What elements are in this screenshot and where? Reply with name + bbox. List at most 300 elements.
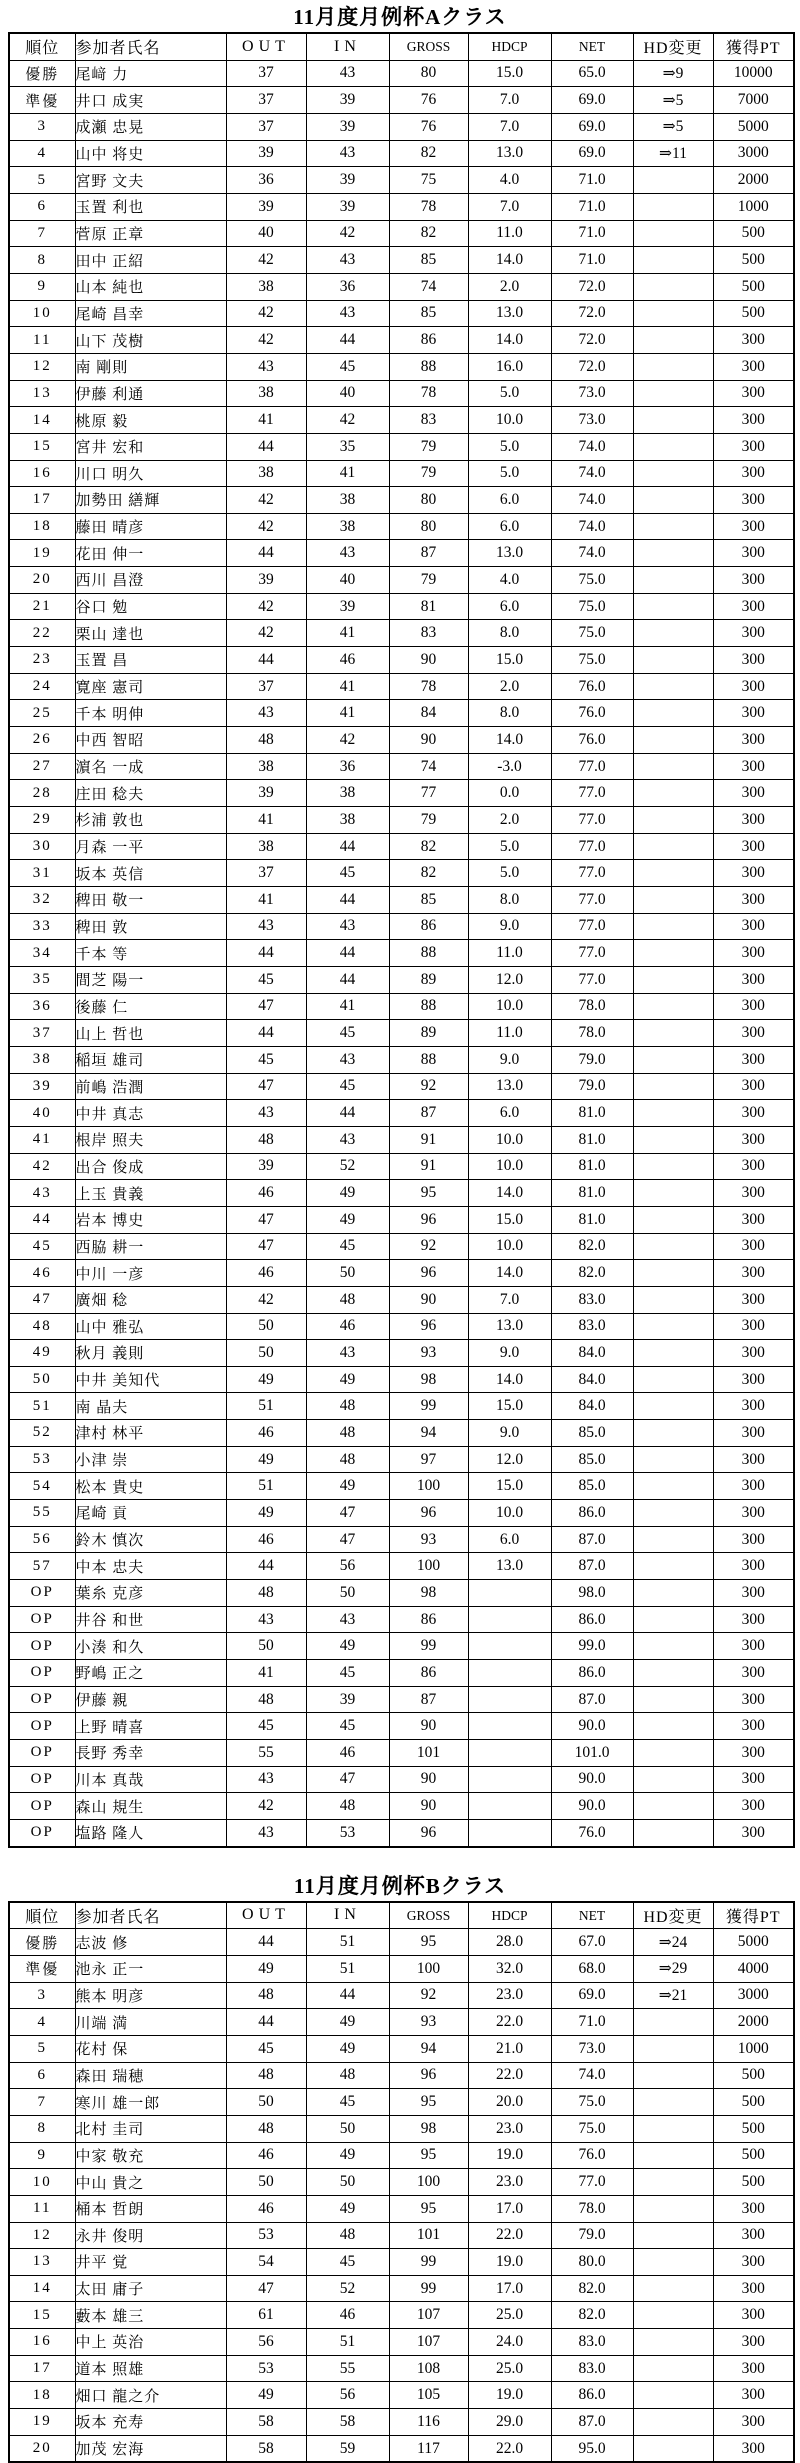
cell-name: 尾崎 昌幸 (75, 300, 226, 327)
cell-gross: 83 (389, 407, 468, 434)
column-header-out: OUT (226, 1902, 306, 1929)
cell-gross: 82 (389, 833, 468, 860)
cell-points: 300 (713, 1073, 794, 1100)
cell-hd-change (633, 2142, 713, 2169)
cell-gross: 78 (389, 193, 468, 220)
table-row (9, 1233, 794, 1260)
cell-hd-change (633, 2035, 713, 2062)
table-row (9, 966, 794, 993)
cell-out: 50 (226, 1313, 306, 1340)
cell-in: 36 (306, 753, 389, 780)
cell-net: 73.0 (551, 380, 633, 407)
cell-hd-change (633, 433, 713, 460)
cell-rank: OP (9, 1713, 75, 1740)
table-row (9, 1606, 794, 1633)
cell-gross: 97 (389, 1446, 468, 1473)
cell-hd-change (633, 2275, 713, 2302)
cell-name: 廣畑 稔 (75, 1286, 226, 1313)
cell-gross: 101 (389, 1740, 468, 1767)
cell-points: 300 (713, 913, 794, 940)
cell-hdcp (468, 1633, 551, 1660)
cell-hdcp: 14.0 (468, 727, 551, 754)
cell-rank: 10 (9, 300, 75, 327)
cell-out: 44 (226, 1020, 306, 1047)
cell-hdcp: 9.0 (468, 913, 551, 940)
cell-hd-change (633, 1793, 713, 1820)
cell-net: 87.0 (551, 1553, 633, 1580)
table-row (9, 1046, 794, 1073)
cell-hd-change (633, 1366, 713, 1393)
cell-out: 43 (226, 913, 306, 940)
cell-hd-change (633, 887, 713, 914)
column-header-rank: 順位 (9, 1902, 75, 1929)
cell-out: 42 (226, 620, 306, 647)
cell-net: 77.0 (551, 966, 633, 993)
cell-points: 300 (713, 1713, 794, 1740)
cell-gross: 96 (389, 1260, 468, 1287)
cell-name: 谷口 勉 (75, 593, 226, 620)
cell-out: 48 (226, 2115, 306, 2142)
cell-out: 49 (226, 1366, 306, 1393)
cell-in: 45 (306, 1233, 389, 1260)
cell-points: 300 (713, 1366, 794, 1393)
cell-name: 稗田 敦 (75, 913, 226, 940)
table-row (9, 647, 794, 674)
cell-out: 48 (226, 1982, 306, 2009)
cell-net: 73.0 (551, 407, 633, 434)
cell-net: 84.0 (551, 1393, 633, 1420)
cell-in: 39 (306, 87, 389, 114)
cell-gross: 95 (389, 1929, 468, 1956)
cell-points: 5000 (713, 113, 794, 140)
cell-rank: OP (9, 1793, 75, 1820)
cell-points: 300 (713, 1446, 794, 1473)
cell-name: 田中 正紹 (75, 247, 226, 274)
cell-in: 43 (306, 1340, 389, 1367)
cell-net: 78.0 (551, 2195, 633, 2222)
cell-in: 51 (306, 2329, 389, 2356)
cell-net: 90.0 (551, 1793, 633, 1820)
cell-gross: 92 (389, 1073, 468, 1100)
cell-hd-change (633, 327, 713, 354)
cell-in: 39 (306, 593, 389, 620)
cell-net: 82.0 (551, 2302, 633, 2329)
cell-name: 熊本 明彦 (75, 1982, 226, 2009)
cell-name: 菅原 正章 (75, 220, 226, 247)
cell-gross: 74 (389, 753, 468, 780)
cell-rank: 17 (9, 487, 75, 514)
cell-points: 300 (713, 540, 794, 567)
cell-hd-change (633, 1553, 713, 1580)
cell-in: 51 (306, 1929, 389, 1956)
cell-points: 300 (713, 2275, 794, 2302)
cell-net: 84.0 (551, 1340, 633, 1367)
cell-hd-change (633, 1580, 713, 1607)
cell-rank: 49 (9, 1340, 75, 1367)
cell-hdcp: 12.0 (468, 966, 551, 993)
cell-points: 300 (713, 567, 794, 594)
cell-gross: 94 (389, 2035, 468, 2062)
cell-out: 42 (226, 593, 306, 620)
table-row (9, 113, 794, 140)
table-row (9, 1100, 794, 1127)
cell-in: 35 (306, 433, 389, 460)
cell-gross: 83 (389, 620, 468, 647)
cell-hdcp: 6.0 (468, 513, 551, 540)
table-row (9, 860, 794, 887)
cell-in: 45 (306, 1073, 389, 1100)
cell-name: 千本 明伸 (75, 700, 226, 727)
cell-points: 500 (713, 2089, 794, 2116)
cell-rank: 33 (9, 913, 75, 940)
cell-gross: 100 (389, 2169, 468, 2196)
column-header-hd-change: HD変更 (633, 33, 713, 60)
cell-in: 50 (306, 2169, 389, 2196)
cell-name: 中山 貴之 (75, 2169, 226, 2196)
cell-gross: 116 (389, 2409, 468, 2436)
cell-rank: 6 (9, 2062, 75, 2089)
cell-out: 47 (226, 1073, 306, 1100)
cell-hd-change (633, 2302, 713, 2329)
cell-gross: 90 (389, 727, 468, 754)
cell-name: 藤田 晴彦 (75, 513, 226, 540)
cell-points: 500 (713, 247, 794, 274)
table-row (9, 1526, 794, 1553)
cell-net: 71.0 (551, 167, 633, 194)
cell-name: 桃原 毅 (75, 407, 226, 434)
cell-rank: 45 (9, 1233, 75, 1260)
cell-rank: 43 (9, 1180, 75, 1207)
cell-hdcp: 8.0 (468, 887, 551, 914)
cell-out: 39 (226, 1153, 306, 1180)
column-header-gross: GROSS (389, 1901, 468, 1930)
cell-hd-change: ⇒11 (633, 140, 713, 167)
cell-rank: 8 (9, 247, 75, 274)
cell-hdcp: 32.0 (468, 1955, 551, 1982)
cell-rank: 9 (9, 273, 75, 300)
cell-out: 47 (226, 1233, 306, 1260)
table-row (9, 780, 794, 807)
cell-net: 82.0 (551, 2275, 633, 2302)
cell-gross: 85 (389, 300, 468, 327)
column-header-points: 獲得PT (713, 1902, 794, 1929)
cell-rank: 16 (9, 2329, 75, 2356)
cell-points: 300 (713, 700, 794, 727)
cell-rank: 優勝 (9, 60, 75, 87)
cell-rank: 6 (9, 193, 75, 220)
cell-hd-change (633, 1126, 713, 1153)
cell-name: 長野 秀幸 (75, 1740, 226, 1767)
table-row (9, 1580, 794, 1607)
cell-gross: 101 (389, 2222, 468, 2249)
table-row (9, 273, 794, 300)
cell-hdcp: 13.0 (468, 1313, 551, 1340)
cell-gross: 92 (389, 1233, 468, 1260)
cell-rank: 16 (9, 460, 75, 487)
cell-gross: 86 (389, 913, 468, 940)
cell-points: 300 (713, 2409, 794, 2436)
cell-in: 45 (306, 2249, 389, 2276)
cell-points: 500 (713, 220, 794, 247)
cell-gross: 96 (389, 1313, 468, 1340)
cell-rank: 50 (9, 1366, 75, 1393)
cell-out: 43 (226, 1819, 306, 1846)
table-row (9, 1446, 794, 1473)
cell-in: 45 (306, 1660, 389, 1687)
cell-name: 山中 将史 (75, 140, 226, 167)
cell-points: 300 (713, 1766, 794, 1793)
cell-net: 101.0 (551, 1740, 633, 1767)
table-row (9, 620, 794, 647)
cell-name: 松本 貴史 (75, 1473, 226, 1500)
cell-hd-change (633, 966, 713, 993)
cell-net: 69.0 (551, 140, 633, 167)
cell-in: 50 (306, 2115, 389, 2142)
cell-hdcp: 6.0 (468, 1526, 551, 1553)
cell-hdcp: 13.0 (468, 300, 551, 327)
cell-net: 85.0 (551, 1473, 633, 1500)
cell-out: 41 (226, 807, 306, 834)
cell-hd-change (633, 300, 713, 327)
cell-out: 38 (226, 833, 306, 860)
cell-in: 39 (306, 167, 389, 194)
cell-name: 鈴木 慎次 (75, 1526, 226, 1553)
column-header-out: OUT (226, 33, 306, 60)
cell-in: 46 (306, 2302, 389, 2329)
cell-hdcp: 5.0 (468, 460, 551, 487)
cell-rank: 19 (9, 540, 75, 567)
cell-rank: OP (9, 1686, 75, 1713)
table-row (9, 2302, 794, 2329)
cell-net: 71.0 (551, 2009, 633, 2036)
cell-out: 38 (226, 460, 306, 487)
cell-in: 47 (306, 1526, 389, 1553)
cell-points: 5000 (713, 1929, 794, 1956)
cell-out: 45 (226, 1713, 306, 1740)
cell-points: 300 (713, 1606, 794, 1633)
cell-net: 74.0 (551, 460, 633, 487)
results-table-a (8, 32, 795, 1848)
cell-net: 98.0 (551, 1580, 633, 1607)
cell-net: 86.0 (551, 1606, 633, 1633)
cell-hdcp: 5.0 (468, 433, 551, 460)
cell-net: 81.0 (551, 1206, 633, 1233)
cell-out: 48 (226, 1686, 306, 1713)
cell-gross: 100 (389, 1955, 468, 1982)
cell-hd-change (633, 487, 713, 514)
cell-net: 82.0 (551, 1233, 633, 1260)
cell-out: 44 (226, 2009, 306, 2036)
cell-rank: 28 (9, 780, 75, 807)
cell-rank: OP (9, 1580, 75, 1607)
table-row (9, 433, 794, 460)
cell-gross: 88 (389, 993, 468, 1020)
cell-hdcp: 21.0 (468, 2035, 551, 2062)
cell-in: 44 (306, 1100, 389, 1127)
cell-points: 300 (713, 1286, 794, 1313)
cell-in: 44 (306, 887, 389, 914)
cell-points: 300 (713, 1233, 794, 1260)
cell-hdcp: 7.0 (468, 193, 551, 220)
cell-points: 300 (713, 1126, 794, 1153)
cell-rank: 13 (9, 2249, 75, 2276)
cell-hdcp: 6.0 (468, 487, 551, 514)
cell-gross: 88 (389, 1046, 468, 1073)
cell-name: 栗山 達也 (75, 620, 226, 647)
cell-rank: 24 (9, 673, 75, 700)
cell-hd-change: ⇒29 (633, 1955, 713, 1982)
cell-out: 37 (226, 860, 306, 887)
cell-points: 300 (713, 887, 794, 914)
cell-rank: 5 (9, 2035, 75, 2062)
cell-net: 77.0 (551, 833, 633, 860)
cell-hdcp: -3.0 (468, 753, 551, 780)
table-row (9, 460, 794, 487)
column-header-in: IN (306, 33, 389, 60)
cell-gross: 93 (389, 2009, 468, 2036)
cell-hd-change (633, 2222, 713, 2249)
cell-hd-change (633, 1073, 713, 1100)
cell-rank: 55 (9, 1500, 75, 1527)
cell-in: 44 (306, 833, 389, 860)
cell-in: 43 (306, 300, 389, 327)
cell-gross: 91 (389, 1126, 468, 1153)
cell-rank: 9 (9, 2142, 75, 2169)
cell-net: 81.0 (551, 1100, 633, 1127)
cell-in: 52 (306, 1153, 389, 1180)
cell-out: 37 (226, 60, 306, 87)
cell-rank: 10 (9, 2169, 75, 2196)
cell-hd-change (633, 993, 713, 1020)
cell-net: 75.0 (551, 647, 633, 674)
cell-out: 49 (226, 1955, 306, 1982)
cell-in: 38 (306, 807, 389, 834)
cell-out: 50 (226, 2169, 306, 2196)
cell-rank: 準優 (9, 1955, 75, 1982)
cell-points: 300 (713, 1393, 794, 1420)
cell-points: 300 (713, 2382, 794, 2409)
cell-net: 71.0 (551, 247, 633, 274)
cell-hd-change (633, 700, 713, 727)
cell-points: 300 (713, 1153, 794, 1180)
cell-points: 300 (713, 1313, 794, 1340)
cell-hd-change: ⇒21 (633, 1982, 713, 2009)
cell-name: 塩路 隆人 (75, 1819, 226, 1846)
table-row (9, 887, 794, 914)
cell-rank: 57 (9, 1553, 75, 1580)
cell-out: 42 (226, 247, 306, 274)
cell-in: 53 (306, 1819, 389, 1846)
cell-in: 40 (306, 380, 389, 407)
cell-gross: 80 (389, 513, 468, 540)
cell-rank: 13 (9, 380, 75, 407)
cell-out: 42 (226, 327, 306, 354)
cell-points: 300 (713, 620, 794, 647)
cell-net: 71.0 (551, 193, 633, 220)
cell-out: 51 (226, 1393, 306, 1420)
cell-name: 上玉 貴義 (75, 1180, 226, 1207)
cell-net: 77.0 (551, 860, 633, 887)
cell-hdcp: 10.0 (468, 1126, 551, 1153)
cell-net: 74.0 (551, 513, 633, 540)
cell-out: 39 (226, 780, 306, 807)
cell-hdcp (468, 1766, 551, 1793)
cell-gross: 87 (389, 540, 468, 567)
cell-net: 71.0 (551, 220, 633, 247)
cell-gross: 90 (389, 1793, 468, 1820)
cell-net: 85.0 (551, 1420, 633, 1447)
table-row (9, 2195, 794, 2222)
table-row (9, 193, 794, 220)
cell-name: 宮井 宏和 (75, 433, 226, 460)
cell-out: 37 (226, 673, 306, 700)
cell-points: 300 (713, 2249, 794, 2276)
cell-hdcp: 19.0 (468, 2142, 551, 2169)
cell-hdcp: 14.0 (468, 1366, 551, 1393)
cell-gross: 86 (389, 1660, 468, 1687)
cell-hd-change (633, 1606, 713, 1633)
table-row (9, 87, 794, 114)
cell-out: 44 (226, 433, 306, 460)
cell-out: 55 (226, 1740, 306, 1767)
cell-in: 38 (306, 780, 389, 807)
cell-hd-change (633, 1286, 713, 1313)
column-header-rank: 順位 (9, 33, 75, 60)
cell-net: 77.0 (551, 780, 633, 807)
table-row (9, 2142, 794, 2169)
cell-in: 43 (306, 1046, 389, 1073)
cell-points: 300 (713, 727, 794, 754)
cell-hd-change (633, 1766, 713, 1793)
table-row (9, 327, 794, 354)
header-row (9, 33, 794, 60)
header-row (9, 1902, 794, 1929)
cell-hdcp: 24.0 (468, 2329, 551, 2356)
cell-name: 月森 一平 (75, 833, 226, 860)
cell-gross: 79 (389, 807, 468, 834)
cell-rank: 4 (9, 140, 75, 167)
table-row (9, 140, 794, 167)
cell-hdcp: 5.0 (468, 860, 551, 887)
cell-rank: 38 (9, 1046, 75, 1073)
cell-hd-change (633, 2329, 713, 2356)
cell-hdcp: 14.0 (468, 1180, 551, 1207)
column-header-hdcp: HDCP (468, 1901, 551, 1930)
cell-hdcp: 16.0 (468, 353, 551, 380)
cell-rank: 30 (9, 833, 75, 860)
cell-hd-change (633, 407, 713, 434)
cell-name: 川口 明久 (75, 460, 226, 487)
cell-gross: 78 (389, 380, 468, 407)
cell-out: 46 (226, 1526, 306, 1553)
cell-hd-change (633, 2355, 713, 2382)
cell-hd-change (633, 193, 713, 220)
cell-hd-change (633, 1500, 713, 1527)
a-class-title: 11月度月例杯Aクラス (293, 5, 507, 29)
cell-name: 志波 修 (75, 1929, 226, 1956)
cell-in: 44 (306, 966, 389, 993)
cell-points: 300 (713, 2222, 794, 2249)
cell-points: 300 (713, 940, 794, 967)
cell-in: 50 (306, 1580, 389, 1607)
cell-hdcp: 9.0 (468, 1420, 551, 1447)
cell-gross: 76 (389, 113, 468, 140)
cell-name: 中川 一彦 (75, 1260, 226, 1287)
cell-net: 99.0 (551, 1633, 633, 1660)
cell-out: 36 (226, 167, 306, 194)
cell-net: 87.0 (551, 1686, 633, 1713)
cell-name: 中上 英治 (75, 2329, 226, 2356)
